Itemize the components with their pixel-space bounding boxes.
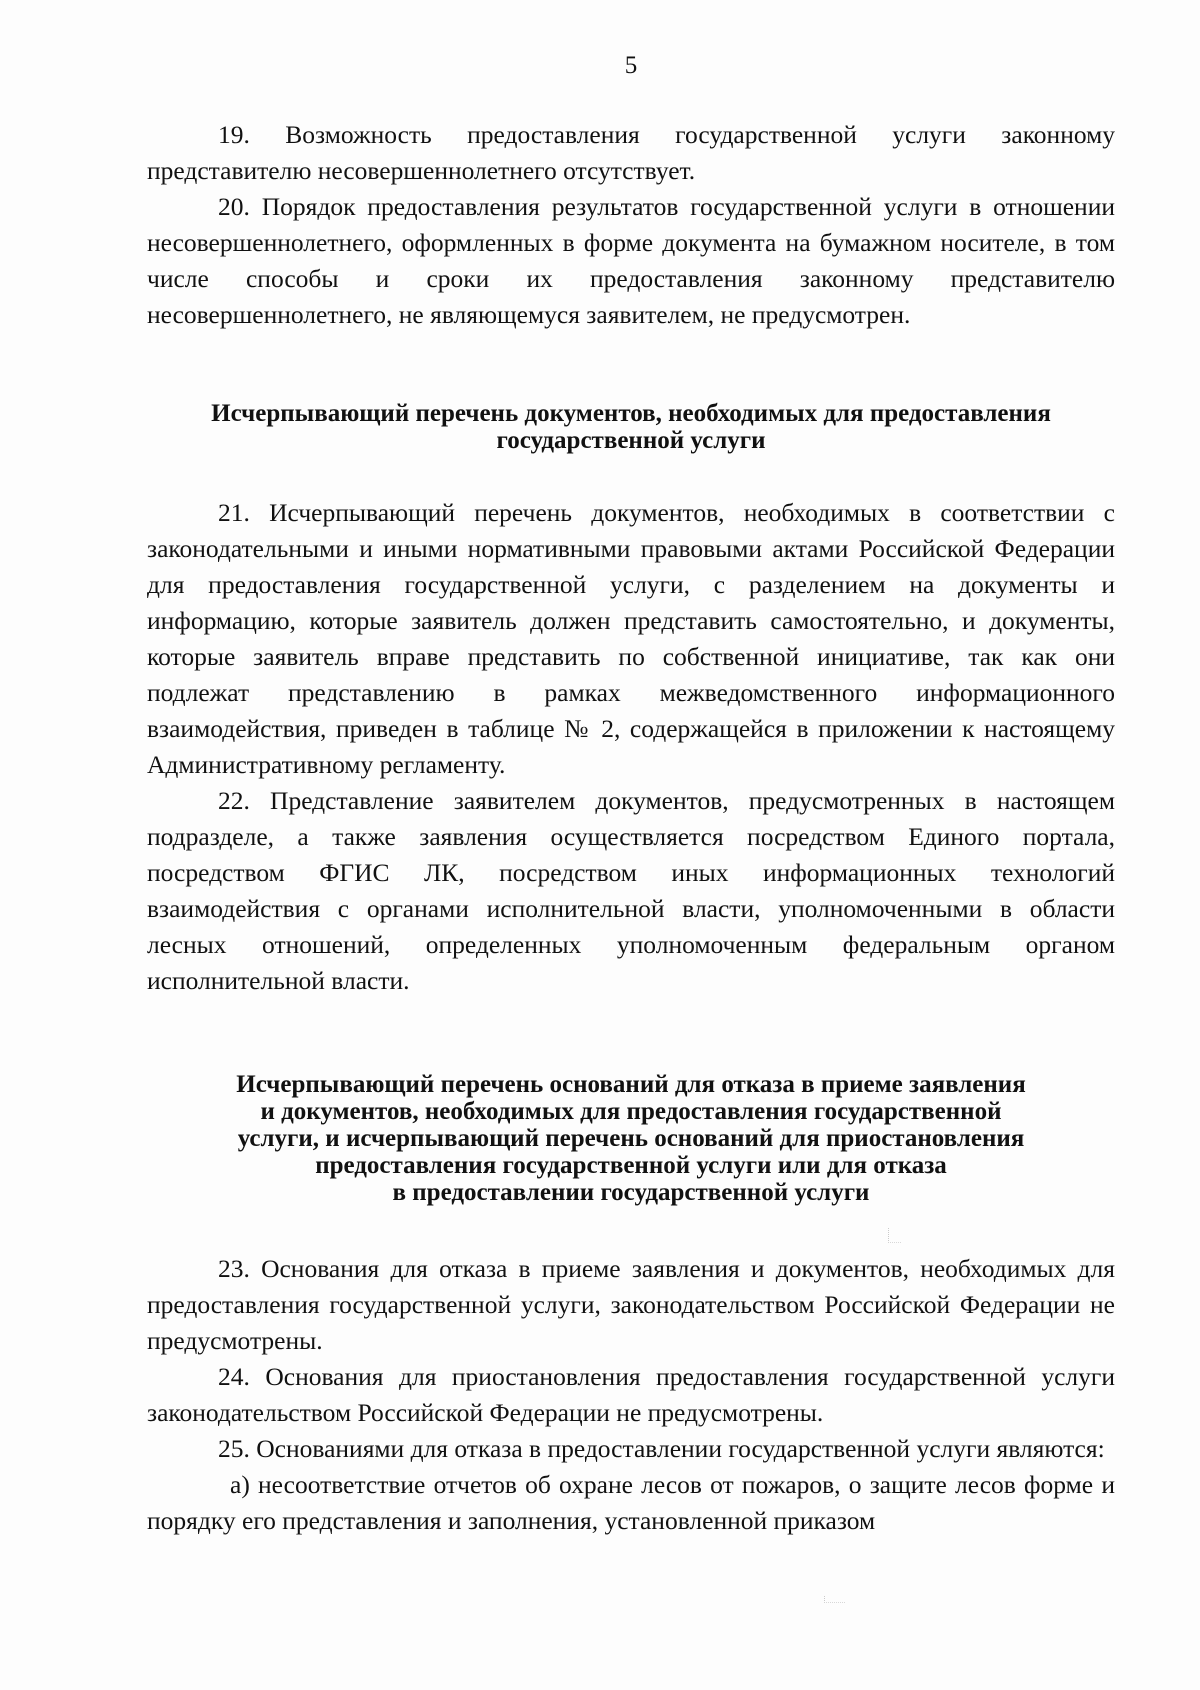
paragraph-20: 20. Порядок предоставления результатов государственной услуги в отношении несовершеннолетнего, оформленных в форме документа на бумажном носителе, в том числе способы и сроки их предоставления законному представителю несовершеннолетнего, не являющемуся заявителем, не предусмотрен. <box>147 192 1115 329</box>
paragraph-21: 21. Исчерпывающий перечень документов, необходимых в соответствии с законодательными и иными нормативными правовыми актами Российской Федерации для предоставления государственной услуги, с разделением на документы и информацию, которые заявитель должен представить самостоятельно, и документы, которые заявитель вправе представить по собственной инициативе, так как они подлежат представлению в рамках межведомственного информационного взаимодействия, приведен в таблице № 2, содержащейся в приложении к настоящему Административному регламенту. <box>147 498 1115 779</box>
heading-line: Исчерпывающий перечень оснований для отказа в приеме заявления <box>236 1071 1026 1098</box>
paragraph-19: 19. Возможность предоставления государственной услуги законному представителю несовершеннолетнего отсутствует. <box>147 120 1115 185</box>
scan-artifact <box>824 1596 845 1603</box>
heading-line: предоставления государственной услуги или для отказа <box>315 1152 947 1179</box>
paragraph-22: 22. Представление заявителем документов, предусмотренных в настоящем подразделе, а также заявления осуществляется посредством Единого портала, посредством ФГИС ЛК, посредством иных информационных технологий взаимодействия с органами исполнительной власти, уполномоченными в области лесных отношений, определенных уполномоченным федеральным органом исполнительной власти. <box>147 786 1115 995</box>
paragraph-25-a: а) несоответствие отчетов об охране лесов от пожаров, о защите лесов форме и порядку его представления и заполнения, установленной приказом <box>147 1470 1115 1535</box>
section-heading-refusal-grounds <box>147 1071 1115 1206</box>
heading-line: в предоставлении государственной услуги <box>392 1179 870 1206</box>
heading-line: и документов, необходимых для предоставления государственной <box>260 1098 1002 1125</box>
heading-line: услуги, и исчерпывающий перечень оснований для приостановления <box>237 1125 1025 1152</box>
paragraph-block-23-25 <box>147 1251 1115 1539</box>
paragraph-block-19-20 <box>147 117 1115 333</box>
paragraph-block-21-22 <box>147 495 1115 999</box>
scan-artifact <box>888 1228 901 1243</box>
paragraph-24: 24. Основания для приостановления предоставления государственной услуги законодательством Российской Федерации не предусмотрены. <box>147 1362 1115 1427</box>
paragraph-25: 25. Основаниями для отказа в предоставлении государственной услуги являются: <box>218 1434 1105 1463</box>
page-number: 5 <box>624 52 638 79</box>
paragraph-23: 23. Основания для отказа в приеме заявления и документов, необходимых для предоставления государственной услуги, законодательством Российской Федерации не предусмотрены. <box>147 1254 1115 1355</box>
section-heading-documents-list: Исчерпывающий перечень документов, необходимых для предоставления государственной услуги <box>211 400 1051 454</box>
